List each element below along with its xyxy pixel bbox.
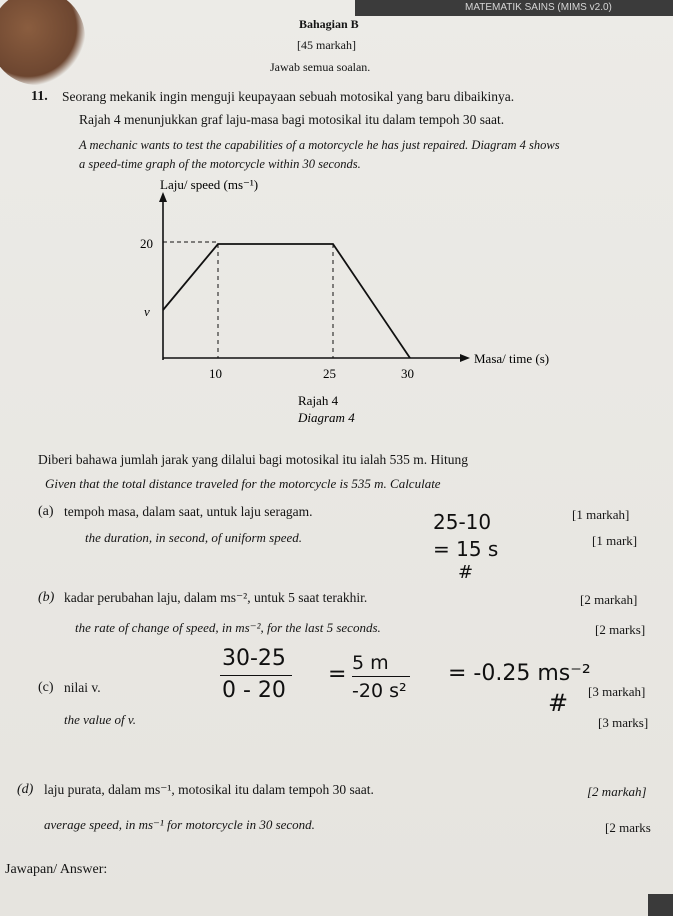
caption-en: Diagram 4 <box>298 410 355 425</box>
given-ms: Diberi bahawa jumlah jarak yang dilalui bagi motosikal itu ialah 535 m. Hitung <box>38 452 469 467</box>
x-tick-30: 30 <box>401 366 414 381</box>
question-line2-en: a speed-time graph of the motorcycle within 30 seconds. <box>79 157 361 171</box>
part-a-mark-ms: [1 markah] <box>572 507 630 522</box>
hand-b-frac-den: 0 - 20 <box>222 678 286 703</box>
hand-b-hash: # <box>548 689 569 717</box>
part-d-ms: laju purata, dalam ms⁻¹, motosikal itu dalam tempoh 30 saat. <box>44 782 374 797</box>
page-corner-shadow <box>0 0 85 85</box>
caption-ms: Rajah 4 <box>298 393 339 408</box>
part-a-label: (a) <box>38 504 54 519</box>
section-marks: [45 markah] <box>297 38 356 52</box>
question-line2-ms: Rajah 4 menunjukkan graf laju-masa bagi motosikal itu dalam tempoh 30 saat. <box>79 112 505 127</box>
top-strip: MATEMATIK SAINS (MIMS v2.0) <box>355 0 673 16</box>
question-line1-en: A mechanic wants to test the capabilities of a motorcycle he has just repaired. Diagram 4 shows <box>79 138 560 152</box>
part-b-mark-en: [2 marks] <box>595 622 646 637</box>
series-line <box>163 244 410 358</box>
hand-b-frac2-num: 5 m <box>352 652 389 674</box>
y-axis-arrow <box>159 192 167 202</box>
given-en: Given that the total distance traveled for the motorcycle is 535 m. Calculate <box>45 476 441 491</box>
x-tick-25: 25 <box>323 366 336 381</box>
part-c-ms: nilai v. <box>64 680 101 695</box>
question-line1-ms: Seorang mekanik ingin menguji keupayaan sebuah motosikal yang baru dibaikinya. <box>62 89 515 104</box>
bottom-shadow <box>648 894 673 916</box>
hand-a-line1: 25-10 <box>433 510 492 534</box>
hand-b-eq1: = <box>328 662 347 687</box>
x-tick-10: 10 <box>209 366 222 381</box>
part-b-mark-ms: [2 markah] <box>580 592 638 607</box>
question-number: 11. <box>31 89 48 104</box>
y-tick-v: v <box>144 304 150 319</box>
part-c-label: (c) <box>38 680 54 695</box>
part-c-mark-ms: [3 markah] <box>588 684 646 699</box>
section-instruction: Jawab semua soalan. <box>270 60 371 74</box>
part-d-mark-ms: [2 markah] <box>587 784 647 799</box>
part-c-en: the value of v. <box>64 712 136 727</box>
part-a-ms: tempoh masa, dalam saat, untuk laju seragam. <box>64 504 313 519</box>
hand-b-frac-num: 30-25 <box>222 646 286 671</box>
part-d-label: (d) <box>17 782 34 797</box>
hand-b-frac2-bar <box>352 676 410 677</box>
part-a-mark-en: [1 mark] <box>592 533 638 548</box>
hand-a-line2: = 15 s <box>433 537 499 561</box>
hand-b-frac-bar <box>220 675 292 676</box>
x-axis-arrow <box>460 354 470 362</box>
section-title: Bahagian B <box>299 17 359 31</box>
part-b-label: (b) <box>38 590 55 605</box>
part-b-ms: kadar perubahan laju, dalam ms⁻², untuk 5 saat terakhir. <box>64 590 368 605</box>
part-a-en: the duration, in second, of uniform speed. <box>85 530 303 545</box>
answer-label: Jawapan/ Answer: <box>5 862 108 877</box>
y-tick-20: 20 <box>140 236 153 251</box>
part-b-en: the rate of change of speed, in ms⁻², for the last 5 seconds. <box>75 620 381 635</box>
x-axis-label: Masa/ time (s) <box>474 351 550 366</box>
hand-a-hash: # <box>458 562 474 583</box>
part-d-mark-en: [2 marks <box>605 820 651 835</box>
hand-b-result: = -0.25 ms⁻² <box>448 661 591 686</box>
y-axis-label: Laju/ speed (ms⁻¹) <box>160 177 259 192</box>
part-c-mark-en: [3 marks] <box>598 715 649 730</box>
hand-b-frac2-den: -20 s² <box>352 680 407 702</box>
part-d-en: average speed, in ms⁻¹ for motorcycle in 30 second. <box>44 817 315 832</box>
speed-time-graph <box>120 170 570 430</box>
